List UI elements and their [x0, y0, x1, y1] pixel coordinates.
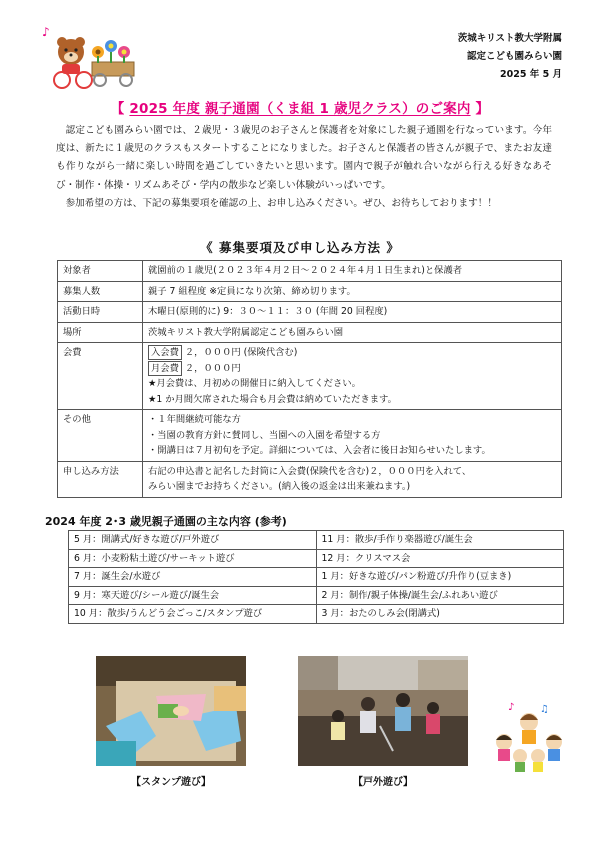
- stamp-play-photo: [96, 656, 246, 766]
- table-row: [69, 605, 564, 624]
- table-row: [58, 410, 562, 462]
- table-row: [69, 531, 564, 550]
- other-item-3: ・開講日は７月初旬を予定。詳細については、入会者に後日お知らせいたします。: [148, 445, 491, 456]
- outdoor-play-photo: [298, 656, 468, 766]
- svg-text:♫: ♫: [540, 704, 549, 715]
- target-value: 就園前の１歳児(２０２３年４月２日～２０２４年４月１日生まれ)と保護者: [143, 261, 562, 282]
- fee-note-1: ★月会費は、月初めの開催日に納入してください。: [148, 378, 361, 389]
- capacity-value: 親子 7 組程度 ※定員になり次第、締め切ります。: [143, 281, 562, 302]
- program-cell: 9 月：寒天遊び/シール遊び/誕生会: [69, 586, 317, 605]
- apply-value: [143, 461, 562, 497]
- place-label: 場所: [58, 322, 143, 343]
- intro-text: [56, 122, 552, 213]
- apply-line-2: みらい園までお持ちください。(納入後の返金は出来兼ねます。): [148, 481, 411, 492]
- stamp-play-caption: 【スタンプ遊び】: [131, 777, 211, 788]
- fee-label: 会費: [58, 343, 143, 410]
- program-cell: 7 月：誕生会/水遊び: [69, 568, 317, 587]
- program-title: 2024 年度 2･3 歳児親子通園の主な内容 (参考): [45, 515, 287, 528]
- other-item-1: ・１年間継続可能な方: [148, 414, 241, 425]
- title-bracket-close: 】: [475, 101, 490, 117]
- other-item-2: ・当園の教育方針に賛同し、当園への入園を希望する方: [148, 429, 381, 441]
- music-note-icon: ♪: [42, 25, 50, 39]
- children-singing-illustration: [488, 698, 570, 773]
- other-value: [143, 410, 562, 462]
- apply-line-1: 右記の申込書と記名した封筒に入会費(保険代を含む)２，０００円を入れて、: [148, 465, 472, 477]
- page-title: [0, 97, 600, 117]
- fee-value: [143, 343, 562, 410]
- table-row: [58, 281, 562, 302]
- schedule-value: 木曜日(原則的に) 9：３０～１１：３０ (年間 20 回程度): [143, 302, 562, 323]
- fee-month-value: ２，０００円: [184, 362, 241, 374]
- recruitment-table: [57, 260, 562, 498]
- title-bracket-open: 【: [110, 101, 125, 117]
- capacity-label: 募集人数: [58, 281, 143, 302]
- table-row: [58, 302, 562, 323]
- table-row: [69, 549, 564, 568]
- table-row: [69, 586, 564, 605]
- svg-text:♪: ♪: [508, 702, 515, 713]
- org-line1: 茨城キリスト教大学附属: [457, 33, 562, 44]
- apply-label: 申し込み方法: [58, 461, 143, 497]
- program-cell: 12 月：クリスマス会: [316, 549, 564, 568]
- fee-note-2: ★1 か月間欠席された場合も月会費は納めていただきます。: [148, 393, 397, 405]
- fee-month-label: 月会費: [148, 361, 182, 376]
- program-table: [68, 530, 564, 624]
- program-cell: 11 月：散歩/手作り楽器遊び/誕生会: [316, 531, 564, 550]
- org-line2: 認定こども園みらい園: [466, 51, 562, 62]
- program-cell: 3 月：おたのしみ会(閉講式): [316, 605, 564, 624]
- table-row: [69, 568, 564, 587]
- program-cell: 5 月：開講式/好きな遊び/戸外遊び: [69, 531, 317, 550]
- issue-date: 2025 年 5 月: [500, 69, 562, 80]
- place-value: 茨城キリスト教大学附属認定こども園みらい園: [143, 322, 562, 343]
- program-cell: 2 月：制作/親子体操/誕生会/ふれあい遊び: [316, 586, 564, 605]
- fee-entry-value: ２，０００円 (保険代含む): [184, 347, 298, 358]
- table-row: [58, 322, 562, 343]
- intro-paragraph-1: 認定こども園みらい園では、２歳児・３歳児のお子さんと保護者を対象にした親子通園を行なっています。今年度は、新たに１歳児のクラスもスタートすることになりました。お子さんと保護者の皆さんが親子で、またお友達も作りながら一緒に楽しい時間を過ごしていきたいと思います。園内で親子が触れ合いながら行える好きなあそび・制作・体操・リズムあそび・学内の散歩など楽しい体験がいっぱいです。: [56, 125, 552, 191]
- table-row: [58, 343, 562, 410]
- section-title: 《 募集要項及び申し込み方法 》: [200, 240, 400, 255]
- outdoor-play-caption: 【戸外遊び】: [353, 777, 413, 788]
- table-row: [58, 261, 562, 282]
- fee-entry-label: 入会費: [148, 345, 182, 360]
- header-organization: [458, 30, 562, 84]
- program-cell: 6 月：小麦粉粘土遊び/サーキット遊び: [69, 549, 317, 568]
- target-label: 対象者: [58, 261, 143, 282]
- title-text: 2025 年度 親子通園（くま組 1 歳児クラス）のご案内: [129, 101, 471, 117]
- schedule-label: 活動日時: [58, 302, 143, 323]
- intro-paragraph-2: 参加希望の方は、下記の募集要項を確認の上、お申し込みください。ぜひ、お待ちしております！！: [65, 197, 497, 209]
- program-cell: 10 月：散歩/うんどう会ごっこ/スタンプ遊び: [69, 605, 317, 624]
- other-label: その他: [58, 410, 143, 462]
- program-cell: 1 月：好きな遊び/パン粉遊び/升作り(豆まき): [316, 568, 564, 587]
- table-row: [58, 461, 562, 497]
- bear-bicycle-illustration: [40, 22, 140, 90]
